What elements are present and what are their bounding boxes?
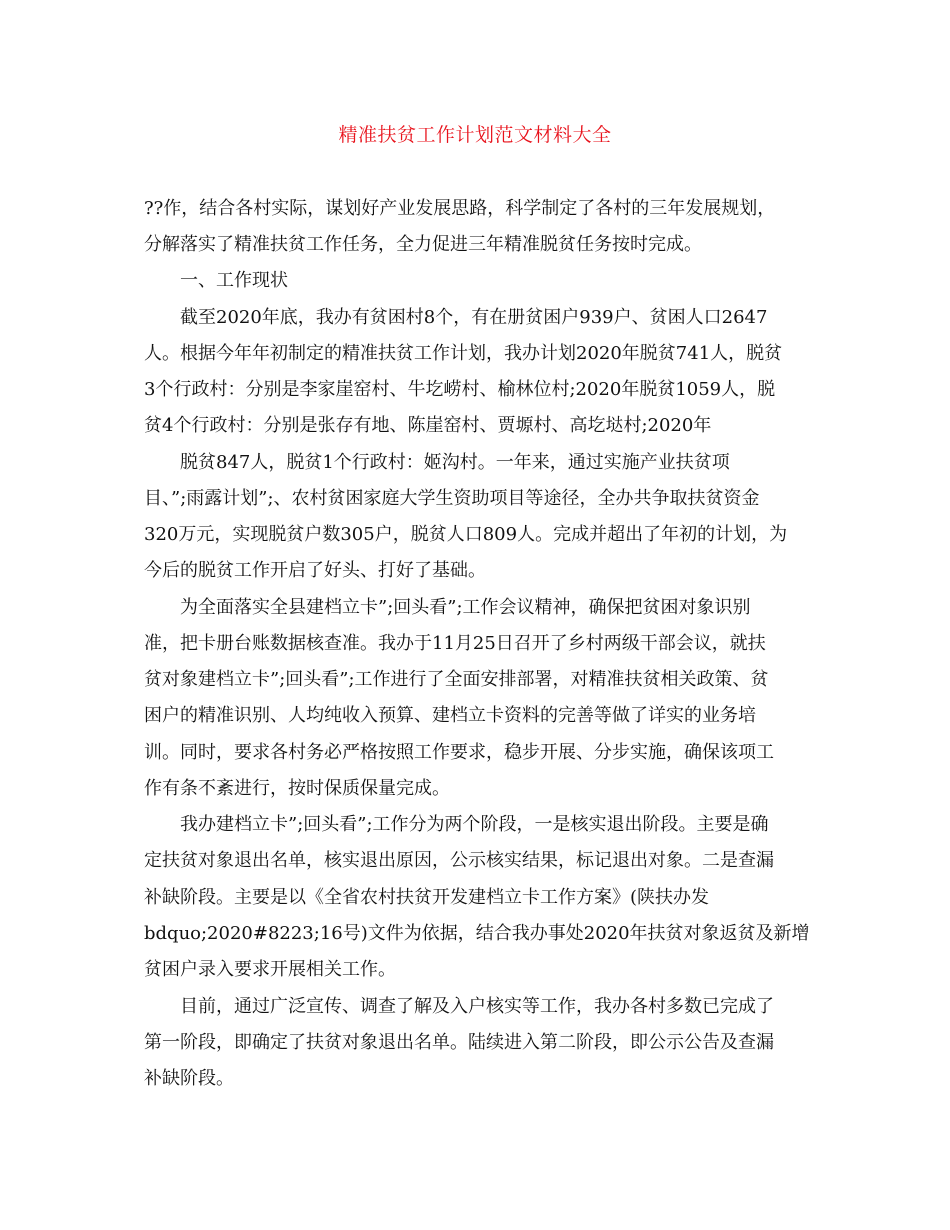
body-line: 训。同时，要求各村务必严格按照工作要求，稳步开展、分步实施，确保该项工	[144, 742, 774, 763]
body-line: 补缺阶段。主要是以《全省农村扶贫开发建档立卡工作方案》(陕扶办发	[144, 887, 710, 908]
body-line: 贫对象建档立卡”;回头看”;工作进行了全面安排部署，对精准扶贫相关政策、贫	[144, 669, 769, 690]
body-line: 脱贫847人，脱贫1个行政村：姬沟村。一年来，通过实施产业扶贫项	[180, 452, 730, 473]
document-title: 精准扶贫工作计划范文材料大全	[338, 124, 612, 146]
body-line: 320万元，实现脱贫户数305户，脱贫人口809人。完成并超出了年初的计划，为	[144, 524, 788, 545]
body-line: bdquo;2020#8223;16号)文件为依据，结合我办事处2020年扶贫对象返贫及新增	[144, 923, 810, 944]
body-line: 准，把卡册台账数据核查准。我办于11月25日召开了乡村两级干部会议，就扶	[144, 633, 766, 654]
body-line: 今后的脱贫工作开启了好头、打好了基础。	[144, 560, 486, 581]
body-line: 目前，通过广泛宣传、调查了解及入户核实等工作，我办各村多数已完成了	[180, 996, 774, 1017]
section-heading: 一、工作现状	[180, 270, 288, 291]
body-line: 贫4个行政村：分别是张存有地、陈崖窑村、贾塬村、高圪垯村;2020年	[144, 415, 712, 436]
body-line: 为全面落实全县建档立卡”;回头看”;工作会议精神，确保把贫困对象识别	[180, 597, 751, 618]
body-line: 人。根据今年年初制定的精准扶贫工作计划，我办计划2020年脱贫741人，脱贫	[144, 343, 783, 364]
body-line: 补缺阶段。	[144, 1068, 234, 1089]
body-line: 困户的精准识别、人均纯收入预算、建档立卡资料的完善等做了详实的业务培	[144, 705, 756, 726]
body-line: 分解落实了精准扶贫工作任务，全力促进三年精准脱贫任务按时完成。	[144, 234, 702, 255]
body-line: 定扶贫对象退出名单，核实退出原因，公示核实结果，标记退出对象。二是查漏	[144, 850, 774, 871]
body-line: 目、”;雨露计划”;、农村贫困家庭大学生资助项目等途径，全办共争取扶贫资金	[144, 488, 760, 509]
body-line: 第一阶段，即确定了扶贫对象退出名单。陆续进入第二阶段，即公示公告及查漏	[144, 1032, 774, 1053]
body-line: ??作，结合各村实际，谋划好产业发展思路，科学制定了各村的三年发展规划，	[144, 198, 776, 219]
body-line: 贫困户录入要求开展相关工作。	[144, 959, 396, 980]
body-line: 截至2020年底，我办有贫困村8个，有在册贫困户939户、贫困人口2647	[180, 307, 768, 328]
body-line: 3个行政村：分别是李家崖窑村、牛圪崂村、榆林位村;2020年脱贫1059人，脱	[144, 379, 776, 400]
body-line: 我办建档立卡”;回头看”;工作分为两个阶段，一是核实退出阶段。主要是确	[180, 814, 769, 835]
body-line: 作有条不紊进行，按时保质保量完成。	[144, 778, 450, 799]
